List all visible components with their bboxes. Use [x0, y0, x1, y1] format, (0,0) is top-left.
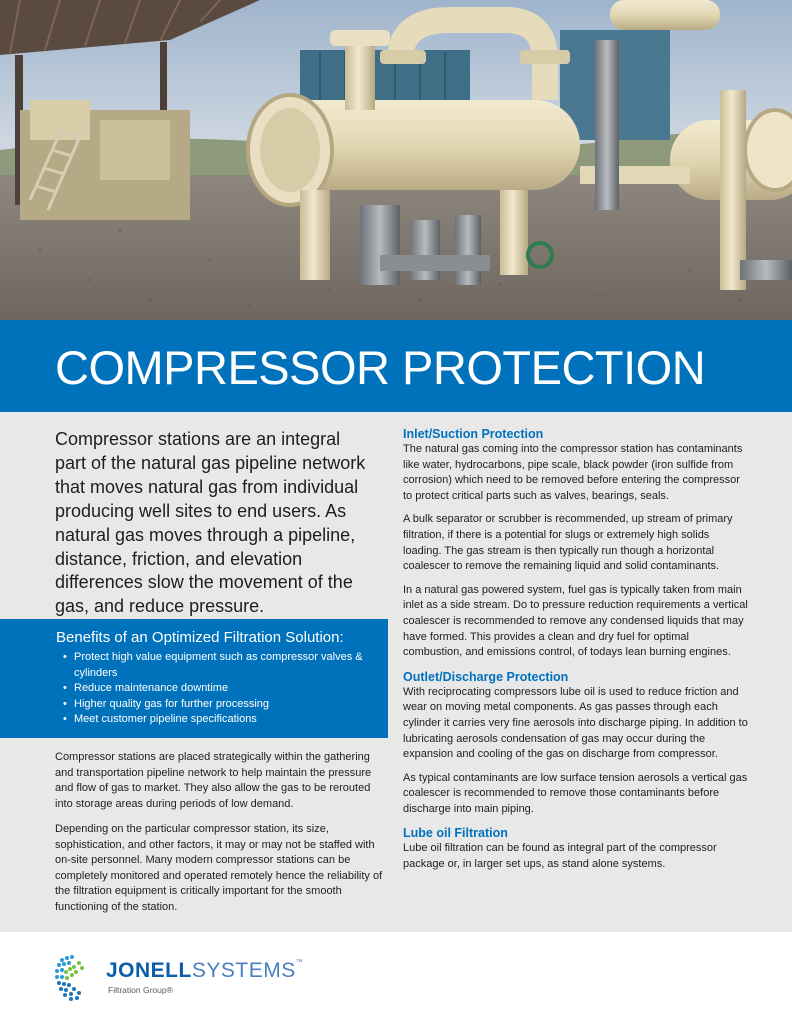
hero-photo	[0, 0, 792, 320]
benefit-item: • Protect high value equipment such as compressor valves & cylinders	[74, 650, 374, 681]
body-paragraph: Compressor stations are placed strategically within the gathering and transportation pipeline network to help maintain the pressure and flow of gas to market. They also allow the gas to be rerouted into storage areas during periods of low demand.	[55, 751, 372, 810]
content-area	[0, 412, 792, 932]
trademark-symbol: ™	[295, 959, 303, 966]
page-title: COMPRESSOR PROTECTION	[55, 341, 706, 394]
brand-bold: JONELL	[106, 959, 192, 982]
outlet-paragraph: With reciprocating compressors lube oil is used to reduce friction and wear on moving metal components. As gas passes through each cylinder it carries very fine aerosols into discharge piping. In addition to lubricating aerosols condensation of gas may occur during the expansion and cooling of the gas on discharge from compressor.	[403, 685, 748, 761]
outlet-paragraph: As typical contaminants are low surface tension aerosols a vertical gas coalescer is recommended to remove those contaminants before discharge into main piping.	[403, 771, 748, 815]
inlet-heading: Inlet/Suction Protection	[403, 427, 544, 441]
inlet-paragraph: In a natural gas powered system, fuel gas is typically taken from main inlet as a side stream. Do to pressure reduction requirements a vertical coalescer is recommended to remove any condensed liquids that may have formed. This provides a clean and dry fuel for optimal combustion, and emissions control, of todays lean burning engines.	[403, 583, 748, 659]
body-paragraph: Depending on the particular compressor station, its size, sophistication, and other factors, it may or may not be staffed with on-site personnel. Many modern compressor stations can be completely monitored and operated remotely hence the reliability of the filtration equipment is critically important for the smooth functioning of the station.	[55, 823, 383, 913]
benefit-item: • Reduce maintenance downtime	[74, 681, 374, 697]
inlet-paragraph: A bulk separator or scrubber is recommended, up stream of primary filtration, if there is a potential for slugs or extremely high solids loading. The gas stream is then typically run though a horizontal coalescer to remove the remaining liquid and solid contaminants.	[403, 513, 733, 573]
title-banner	[0, 320, 792, 412]
benefit-item: • Meet customer pipeline specifications	[74, 712, 374, 728]
left-body-text	[55, 750, 390, 925]
brand-light: SYSTEMS	[191, 959, 296, 982]
intro-paragraph: Compressor stations are an integral part of the natural gas pipeline network that moves natural gas from individual producing well sites to end users. As natural gas moves through a pipeline, distance, friction, and elevation differences slow the movement of the gas, and reduce pressure.	[55, 429, 366, 617]
inlet-paragraph: The natural gas coming into the compressor station has contaminants like water, hydrocarbons, pipe scale, black powder (iron sulfide from corrosion) which need to be removed before entering the compressor to protect critical parts such as valves, bearings, seals.	[403, 443, 743, 502]
lube-paragraph: Lube oil filtration can be found as integral part of the compressor package or, in larger set ups, as stand alone systems.	[403, 842, 717, 871]
brand-wordmark	[106, 959, 303, 983]
footer	[0, 932, 792, 1024]
compressor-station-illustration	[0, 0, 792, 320]
benefits-list	[74, 650, 374, 728]
outlet-heading: Outlet/Discharge Protection	[403, 669, 569, 684]
lube-heading: Lube oil Filtration	[403, 826, 508, 841]
benefit-item: • Higher quality gas for further processing	[74, 697, 374, 713]
benefits-box	[0, 619, 388, 738]
benefits-heading: Benefits of an Optimized Filtration Solution:	[56, 629, 344, 646]
right-column	[403, 426, 748, 881]
jonell-logo-icon	[52, 952, 102, 1002]
brand-subline: Filtration Group®	[108, 985, 173, 995]
